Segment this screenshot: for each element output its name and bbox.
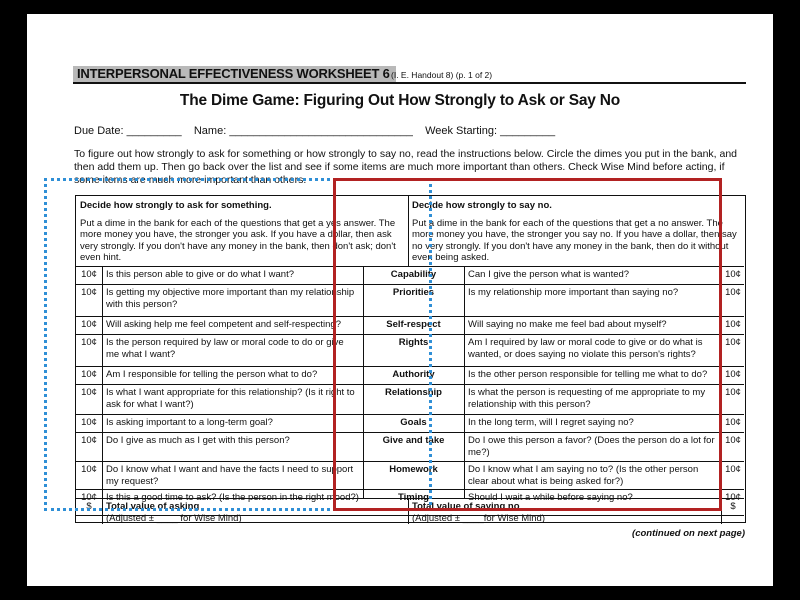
criterion-label: Priorities xyxy=(392,287,435,298)
ask-instructions-text: Put a dime in the bank for each of the questions that get a yes answer. The more money you have, the stronger you ask. If you have a dollar, then ask very strongly. If you don't have any money in the bank, then don't ask; don't even hint. xyxy=(80,217,396,263)
table-rule xyxy=(76,414,744,415)
table-rule xyxy=(408,498,409,524)
say-no-question: In the long term, will I regret saying no? xyxy=(468,417,634,428)
dime-right: 10¢ xyxy=(725,269,741,280)
table-rule xyxy=(76,432,744,433)
ask-question: Is this a good time to ask? (Is the person in the right mood?) xyxy=(106,492,359,503)
dime-right: 10¢ xyxy=(725,492,741,503)
page-title: The Dime Game: Figuring Out How Strongly to Ask or Say No xyxy=(179,92,621,109)
table-rule xyxy=(76,384,744,385)
dime-left: 10¢ xyxy=(81,337,97,348)
dime-right: 10¢ xyxy=(725,337,741,348)
criterion-label: Relationship xyxy=(384,387,442,398)
criterion-label: Rights xyxy=(398,337,429,348)
dime-left: 10¢ xyxy=(81,464,97,475)
criterion-label: Authority xyxy=(392,369,435,380)
dime-right: 10¢ xyxy=(725,369,741,380)
dime-left: 10¢ xyxy=(81,287,97,298)
table-rule xyxy=(464,266,465,498)
worksheet-label: INTERPERSONAL EFFECTIVENESS WORKSHEET 6 xyxy=(73,66,396,82)
dime-right: 10¢ xyxy=(725,387,741,398)
table-rule xyxy=(76,498,744,499)
ask-instructions-cell xyxy=(80,200,402,264)
say-no-question: Is what the person is requesting of me appropriate to my relationship with this person? xyxy=(468,387,706,410)
instructions-text: To figure out how strongly to ask for something or how strongly to say no, read the instructions below. Circle the dimes you put in the bank, and then add them up. Then go back over the list and see if some items are much more important than others. Check Wise Mind before acting, if some items are much more important than others. xyxy=(74,148,738,186)
say-no-question: Can I give the person what is wanted? xyxy=(468,269,630,280)
ask-question: Do I know what I want and have the facts I need to support my request? xyxy=(106,464,354,487)
worksheet-header xyxy=(73,66,746,84)
say-no-instructions-text: Put a dime in the bank for each of the questions that get a no answer. The more money you have, the stronger you say no. If you have a dollar, then say no very strongly. If you don't have any money in the bank, then do it without even being asked. xyxy=(412,217,737,263)
total-no-cell xyxy=(412,501,662,525)
table-rule xyxy=(76,316,744,317)
table-rule xyxy=(76,489,744,490)
dime-left: 10¢ xyxy=(81,269,97,280)
say-no-question: Is my relationship more important than saying no? xyxy=(468,287,679,298)
dime-left: 10¢ xyxy=(81,319,97,330)
due-date-name-line: Due Date: _________ Name: ______________________________ Week Starting: _________ xyxy=(74,125,556,137)
say-no-question: Do I owe this person a favor? (Does the person do a lot for me?) xyxy=(468,435,715,458)
say-no-question: Will saying no make me feel bad about myself? xyxy=(468,319,667,330)
table-rule xyxy=(76,334,744,335)
ask-instructions-title: Decide how strongly to ask for something. xyxy=(80,200,272,211)
criterion-label: Self-respect xyxy=(386,319,441,330)
criterion-label: Homework xyxy=(389,464,438,475)
say-no-question: Should I wait a while before saying no? xyxy=(468,492,633,503)
dime-right: 10¢ xyxy=(725,319,741,330)
table-rule xyxy=(76,461,744,462)
say-no-question: Is the other person responsible for telling me what to do? xyxy=(468,369,708,380)
total-ask-cell xyxy=(106,501,356,525)
dime-left: 10¢ xyxy=(81,492,97,503)
ask-question: Is asking important to a long-term goal? xyxy=(106,417,273,428)
total-ask-adjust: (Adjusted ± ____ for Wise Mind) xyxy=(106,512,242,524)
say-no-instructions-cell xyxy=(412,200,742,264)
total-ask-title: Total value of asking xyxy=(106,501,200,512)
ask-question: Will asking help me feel competent and self-respecting? xyxy=(106,319,341,330)
ask-question: Is this person able to give or do what I want? xyxy=(106,269,294,280)
total-ask-dollar: $ xyxy=(86,501,92,512)
criterion-label: Give and take xyxy=(382,435,445,446)
dime-left: 10¢ xyxy=(81,435,97,446)
ask-question: Is what I want appropriate for this relationship? (Is it right to ask for what I want?) xyxy=(106,387,355,410)
dime-left: 10¢ xyxy=(81,417,97,428)
dime-right: 10¢ xyxy=(725,464,741,475)
dime-right: 10¢ xyxy=(725,417,741,428)
ask-question: Is getting my objective more important than my relationship with this person? xyxy=(106,287,355,310)
say-no-question: Am I required by law or moral code to give or do what is wanted, or does saying no violate this person's rights? xyxy=(468,337,703,360)
table-rule xyxy=(408,196,409,266)
dime-left: 10¢ xyxy=(81,387,97,398)
table-rule xyxy=(102,266,103,524)
total-no-title: Total value of saying no xyxy=(412,501,520,512)
table-rule xyxy=(76,284,744,285)
total-no-dollar: $ xyxy=(730,501,736,512)
dime-left: 10¢ xyxy=(81,369,97,380)
worksheet-page xyxy=(27,14,773,586)
dime-right: 10¢ xyxy=(725,287,741,298)
table-rule xyxy=(363,266,364,498)
continued-note: (continued on next page) xyxy=(632,528,745,539)
dime-game-table xyxy=(75,195,746,523)
table-rule xyxy=(76,366,744,367)
criterion-label: Goals xyxy=(400,417,427,428)
ask-question: Am I responsible for telling the person what to do? xyxy=(106,369,318,380)
criterion-label: Capability xyxy=(390,269,437,280)
table-rule xyxy=(721,266,722,524)
ask-question: Is the person required by law or moral code to do or give me what I want? xyxy=(106,337,344,360)
dime-right: 10¢ xyxy=(725,435,741,446)
say-no-instructions-title: Decide how strongly to say no. xyxy=(412,200,552,211)
ask-question: Do I give as much as I get with this person? xyxy=(106,435,290,446)
say-no-question: Do I know what I am saying no to? (Is the other person clear about what is being asked for?) xyxy=(468,464,699,487)
table-rule xyxy=(76,266,744,267)
criterion-label: Timing xyxy=(398,492,429,503)
handout-reference: (I. E. Handout 8) (p. 1 of 2) xyxy=(391,70,493,80)
total-no-adjust: (Adjusted ± ____for Wise Mind) xyxy=(412,512,545,524)
